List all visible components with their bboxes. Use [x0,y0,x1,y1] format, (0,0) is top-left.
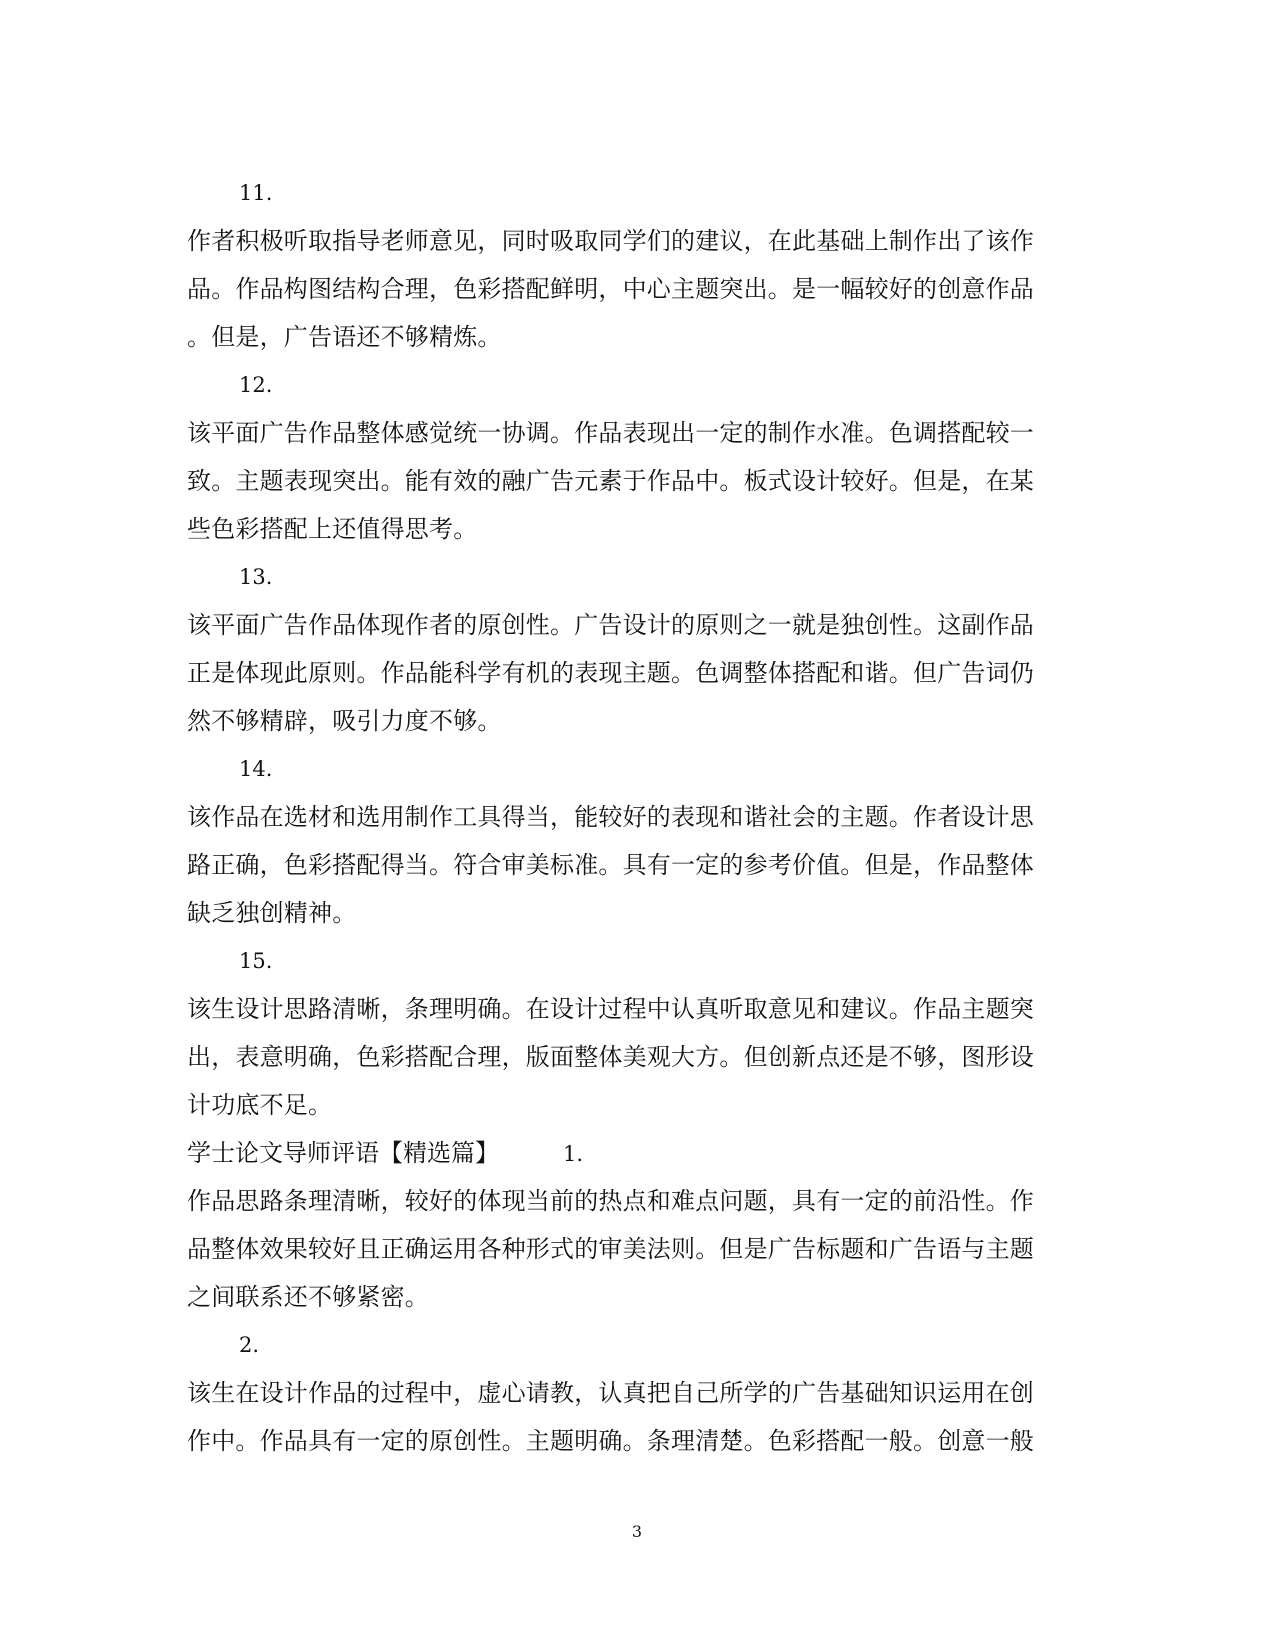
paragraph-line: 。但是，广告语还不够精炼。 [187,323,502,351]
paragraph-line: 该作品在选材和选用制作工具得当，能较好的表现和谐社会的主题。作者设计思 [187,803,1034,831]
item-number: 14. [239,757,273,781]
paragraph-line: 致。主题表现突出。能有效的融广告元素于作品中。板式设计较好。但是，在某 [187,467,1034,495]
item-paragraph [187,601,1077,745]
section-title: 学士论文导师评语【精选篇】 [187,1139,499,1167]
item-number: 13. [239,565,273,589]
item-number: 2. [239,1333,260,1357]
item-paragraph [187,217,1077,361]
item-number: 1. [563,1142,584,1166]
paragraph-line: 作中。作品具有一定的原创性。主题明确。条理清楚。色彩搭配一般。创意一般 [187,1427,1034,1455]
paragraph-line: 该生设计思路清晰，条理明确。在设计过程中认真听取意见和建议。作品主题突 [187,995,1034,1023]
section-heading [187,1129,1077,1177]
paragraph-line: 作者积极听取指导老师意见，同时吸取同学们的建议，在此基础上制作出了该作 [187,227,1034,255]
item-paragraph [187,1369,1077,1465]
paragraph-line: 路正确，色彩搭配得当。符合审美标准。具有一定的参考价值。但是，作品整体 [187,851,1034,879]
item-paragraph [187,1177,1077,1321]
item-paragraph [187,985,1077,1129]
item-paragraph [187,409,1077,553]
item-paragraph [187,793,1077,937]
paragraph-line: 该平面广告作品体现作者的原创性。广告设计的原则之一就是独创性。这副作品 [187,611,1034,639]
paragraph-line: 然不够精辟，吸引力度不够。 [187,707,502,735]
item-number: 15. [239,949,273,973]
paragraph-line: 品整体效果较好且正确运用各种形式的审美法则。但是广告标题和广告语与主题 [187,1235,1034,1263]
paragraph-line: 作品思路条理清晰，较好的体现当前的热点和难点问题，具有一定的前沿性。作 [187,1187,1034,1215]
paragraph-line: 缺乏独创精神。 [187,899,357,927]
item-number: 11. [239,181,273,205]
paragraph-line: 该平面广告作品整体感觉统一协调。作品表现出一定的制作水准。色调搭配较一 [187,419,1034,447]
paragraph-line: 品。作品构图结构合理，色彩搭配鲜明，中心主题突出。是一幅较好的创意作品 [187,275,1034,303]
paragraph-line: 正是体现此原则。作品能科学有机的表现主题。色调整体搭配和谐。但广告词仍 [187,659,1034,687]
page-number: 3 [631,1522,643,1541]
paragraph-line: 该生在设计作品的过程中，虚心请教，认真把自己所学的广告基础知识运用在创 [187,1379,1034,1407]
item-number: 12. [239,373,273,397]
paragraph-line: 计功底不足。 [187,1091,333,1119]
paragraph-line: 之间联系还不够紧密。 [187,1283,429,1311]
document-body [187,169,1077,1465]
paragraph-line: 出，表意明确，色彩搭配合理，版面整体美观大方。但创新点还是不够，图形设 [187,1043,1034,1071]
paragraph-line: 些色彩搭配上还值得思考。 [187,515,478,543]
